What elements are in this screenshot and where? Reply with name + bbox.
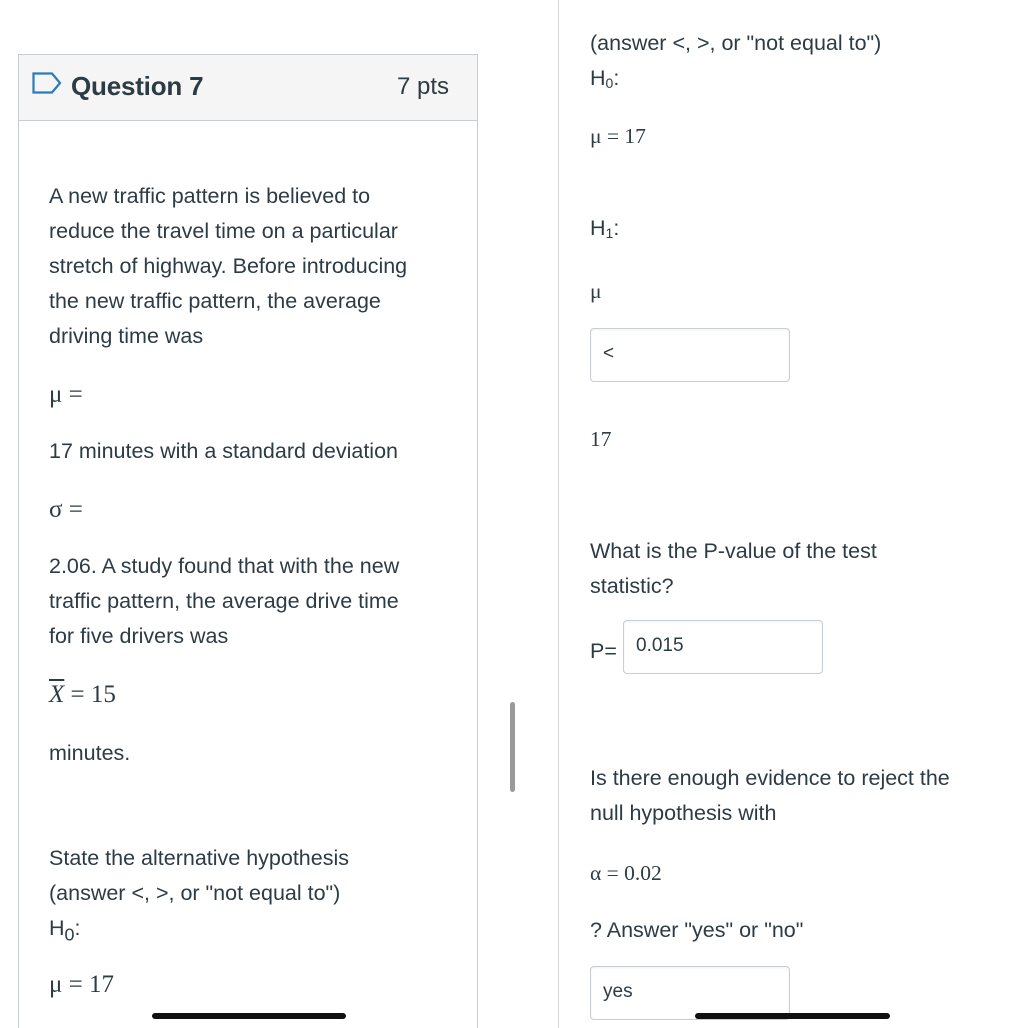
question-title: Question 7 — [71, 71, 204, 101]
question-text-line: for five drivers was — [49, 624, 229, 648]
h0-equation: μ = 17 — [590, 124, 646, 148]
question-text-line: minutes. — [49, 741, 131, 765]
h0-equation: μ = 17 — [49, 971, 115, 998]
evidence-question-line: null hypothesis with — [590, 801, 777, 825]
p-value-answer: 0.015 — [636, 635, 684, 656]
xbar-equation — [49, 677, 116, 712]
right-pane — [560, 0, 1012, 1028]
h1-value: 17 — [590, 427, 612, 451]
question-text-line: stretch of highway. Before introducing — [49, 254, 408, 278]
question-header — [19, 55, 477, 121]
question-text-line: (answer <, >, or "not equal to") — [49, 881, 341, 905]
mu-equation: μ = — [49, 381, 83, 408]
question-text-line: State the alternative hypothesis — [49, 846, 349, 870]
question-points: 7 pts — [396, 73, 449, 100]
question-text-line: reduce the travel time on a particular — [49, 219, 398, 243]
left-pane — [0, 0, 500, 1028]
reject-answer-input[interactable] — [590, 966, 790, 1020]
question-text-line: the new traffic pattern, the average — [49, 289, 381, 313]
question-text-line: traffic pattern, the average drive time — [49, 589, 399, 613]
question-text-line: driving time was — [49, 324, 204, 348]
h0-label: $H_0$: — [49, 916, 81, 945]
pane-divider — [558, 0, 559, 1028]
xbar-symbol: $\overline{X}$ — [49, 681, 65, 708]
home-indicator-right — [695, 1013, 890, 1019]
scrollbar-thumb[interactable] — [510, 702, 515, 792]
operator-answer-input[interactable] — [590, 328, 790, 382]
sigma-equation: σ = — [49, 496, 83, 523]
xbar-value: = 15 — [64, 681, 116, 708]
pvalue-question-line: statistic? — [590, 574, 674, 598]
evidence-question-line: Is there enough evidence to reject the — [590, 766, 950, 790]
question-card — [18, 54, 478, 1028]
alpha-equation: α = 0.02 — [590, 861, 662, 885]
question-text-line: A new traffic pattern is believed to — [49, 184, 371, 208]
question-text-line: 2.06. A study found that with the new — [49, 554, 400, 578]
h0-label: $H_0$: — [590, 66, 620, 91]
operator-answer-value: < — [603, 343, 615, 364]
p-value-input[interactable] — [623, 620, 823, 674]
question-text-line: 17 minutes with a standard deviation — [49, 439, 398, 463]
home-indicator-left — [152, 1013, 346, 1019]
pvalue-question-line: What is the P-value of the test — [590, 539, 877, 563]
answer-prompt: ? Answer "yes" or "no" — [590, 918, 804, 942]
reject-answer-value: yes — [603, 981, 633, 1002]
bookmark-flag-icon[interactable] — [32, 72, 62, 94]
h1-label: $H_1$: — [590, 216, 620, 241]
clipped-instruction-text: (answer <, >, or "not equal to") — [590, 31, 882, 55]
h1-mu-symbol: μ — [590, 279, 602, 303]
p-label: P= — [590, 639, 617, 663]
